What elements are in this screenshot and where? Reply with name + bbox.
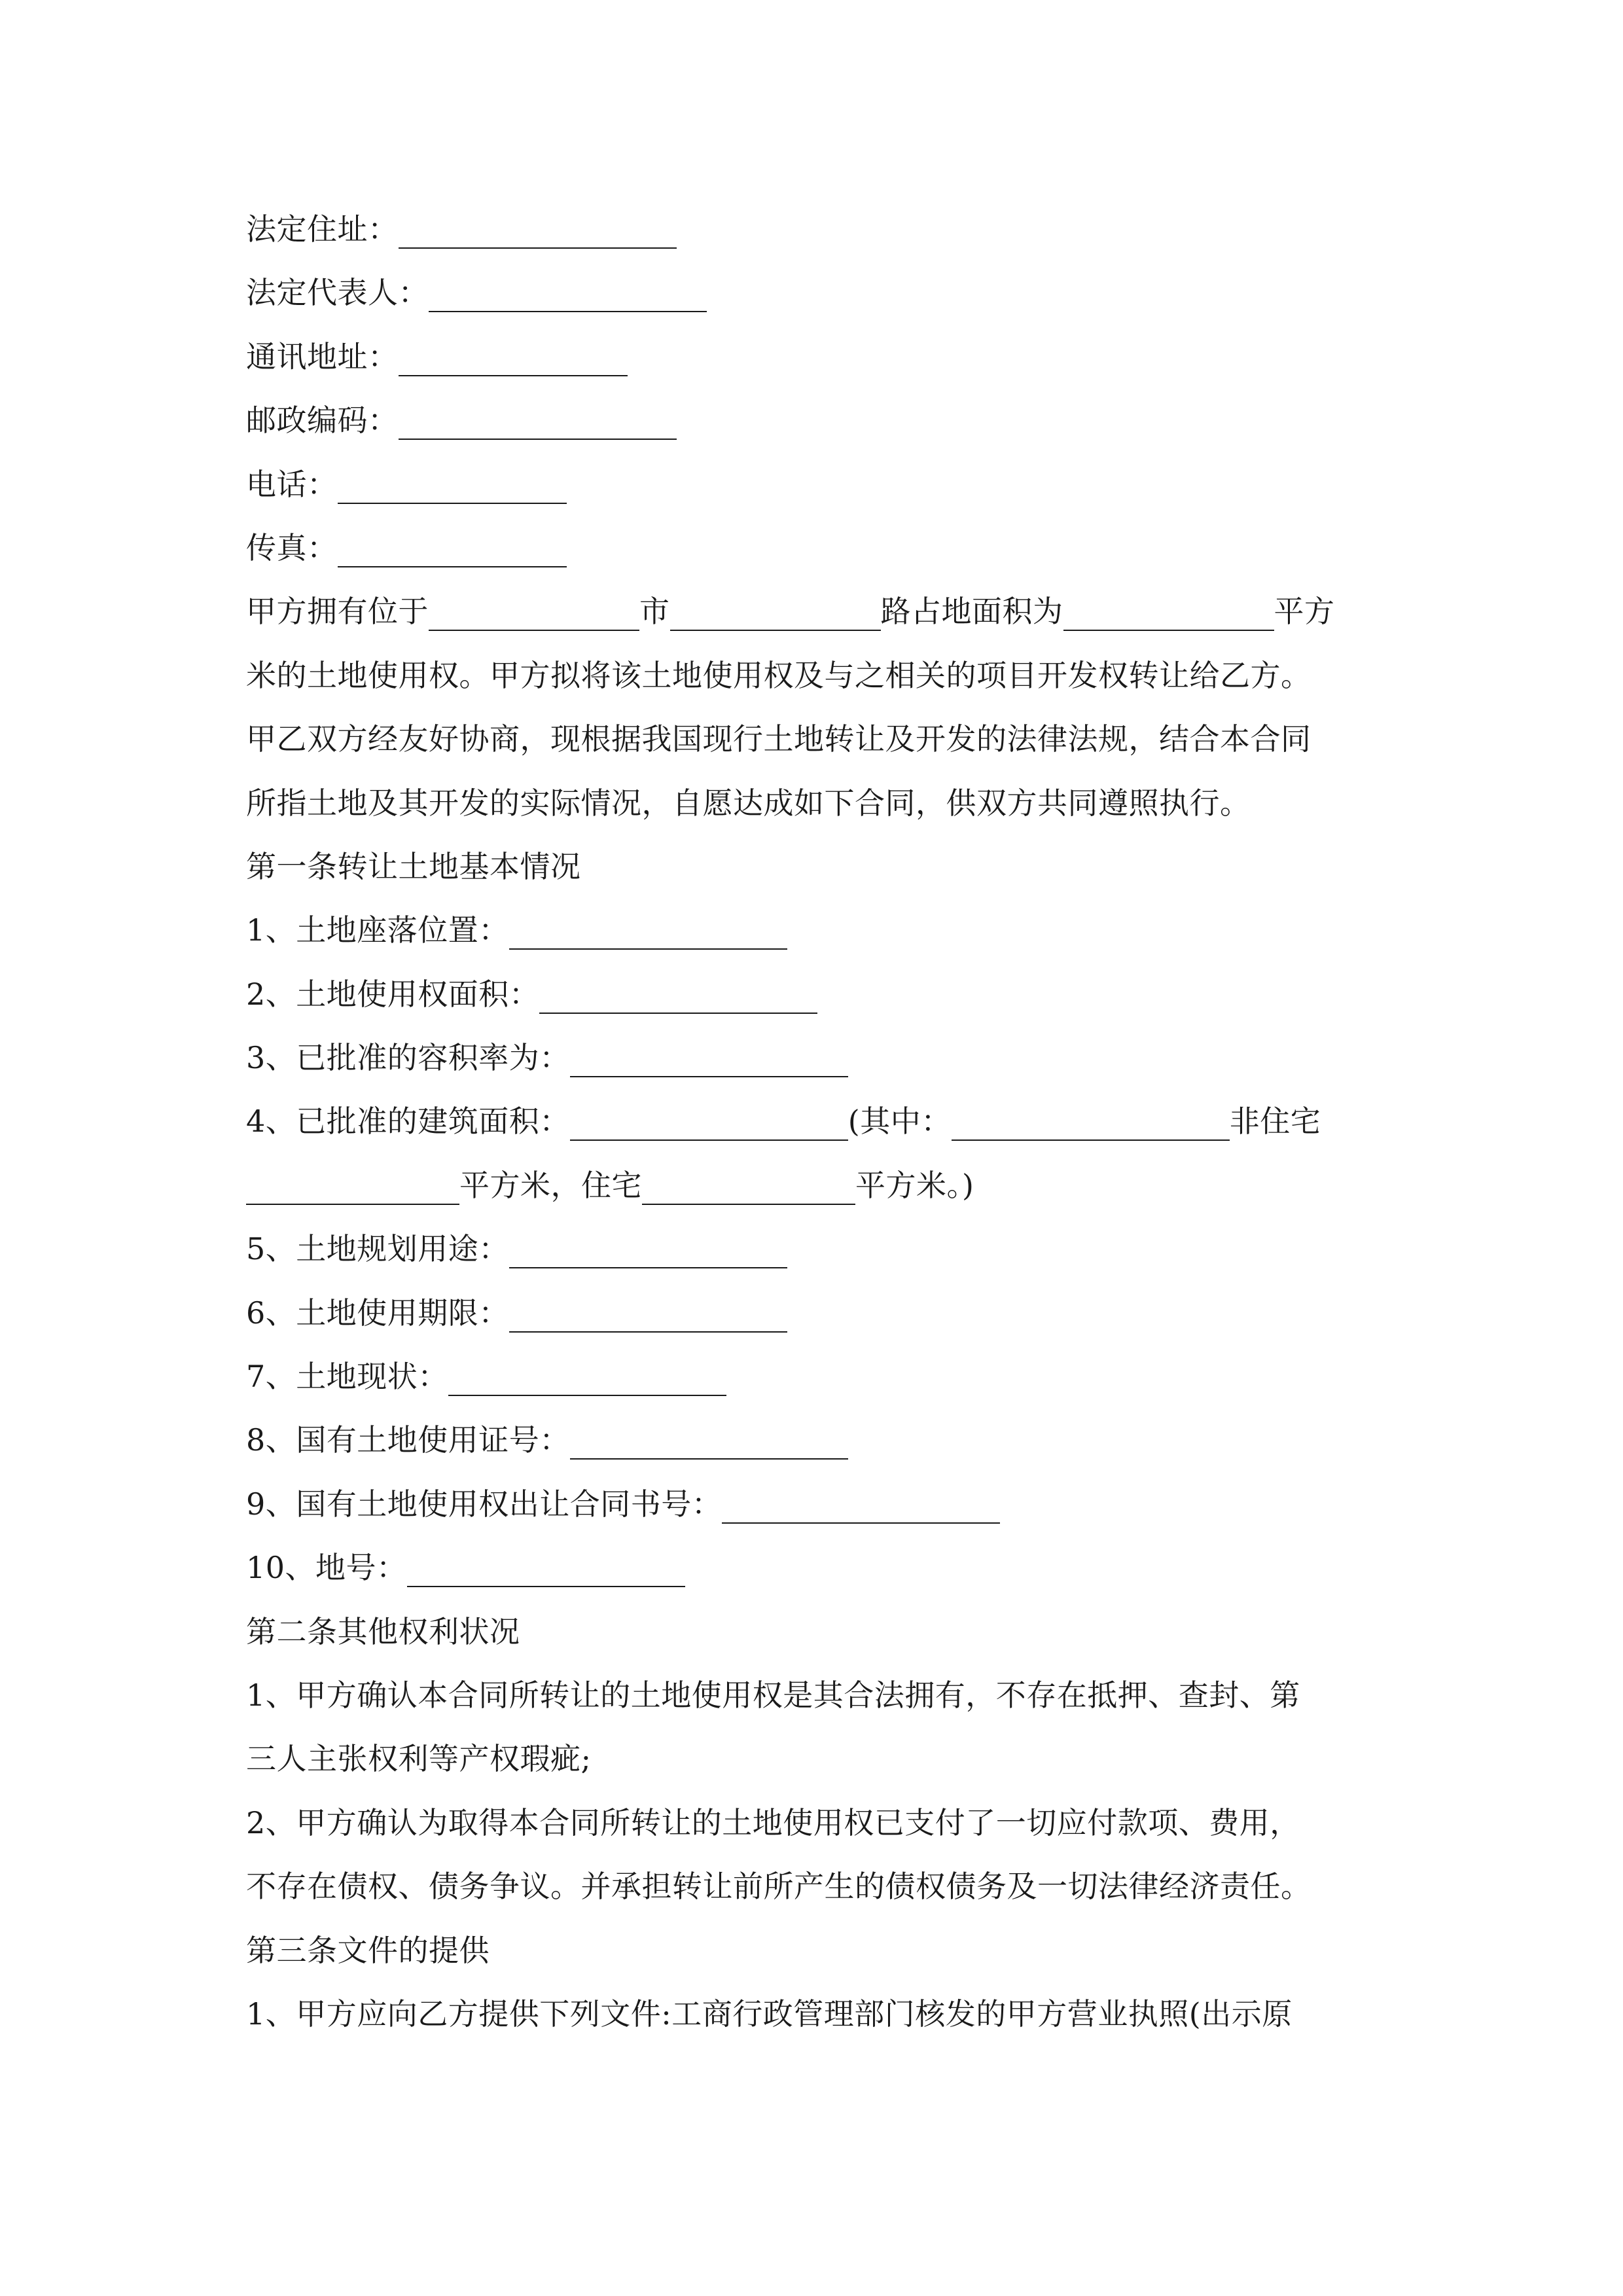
legal-rep-label: 法定代表人：: [246, 275, 429, 311]
article-1-item-3: [246, 1026, 1385, 1090]
address-line: [246, 198, 1385, 261]
address-blank: [399, 211, 677, 249]
item-blank: [509, 912, 787, 950]
item-label: 1、土地座落位置：: [246, 912, 509, 948]
article-1-item-5: [246, 1217, 1385, 1281]
article-2-para-2-line-2: 不存在债权、债务争议。并承担转让前所产生的债权债务及一切法律经济责任。: [246, 1869, 1311, 1905]
article-3-title: 第三条文件的提供: [246, 1932, 490, 1968]
intro-text-c: 路占地面积为: [880, 594, 1063, 630]
item-label: 8、国有土地使用证号：: [246, 1422, 570, 1458]
item-label: 4、已批准的建筑面积：: [246, 1103, 570, 1139]
article-3-para-1-line-1: 1、甲方应向乙方提供下列文件:工商行政管理部门核发的甲方营业执照(出示原: [246, 1996, 1293, 2032]
phone-blank: [338, 466, 567, 504]
phone-line: [246, 453, 1385, 516]
intro-text-d: 平方: [1274, 594, 1335, 630]
item-label: 2、土地使用权面积：: [246, 976, 540, 1012]
intro-line-4: 所指土地及其开发的实际情况，自愿达成如下合同，供双方共同遵照执行。: [246, 785, 1251, 821]
article-1-title: 第一条转让土地基本情况: [246, 848, 581, 884]
article-1-item-6: [246, 1282, 1385, 1345]
postal-code-label: 邮政编码：: [246, 403, 399, 439]
item-label: 6、土地使用期限：: [246, 1295, 509, 1331]
item-label: 7、土地现状：: [246, 1359, 448, 1395]
article-1-item-9: [246, 1473, 1385, 1536]
legal-rep-line: [246, 261, 1385, 325]
item-blank: [407, 1549, 685, 1587]
road-blank: [670, 593, 881, 631]
residential-area-blank: [642, 1167, 855, 1205]
item-label: 3、已批准的容积率为：: [246, 1040, 570, 1076]
intro-text-b: 市: [639, 594, 670, 630]
item-blank: [570, 1422, 848, 1460]
item-label: 10、地号：: [246, 1550, 407, 1586]
item-blank: [509, 1230, 787, 1268]
mail-address-blank: [399, 338, 628, 376]
non-residential-area-blank: [246, 1167, 459, 1205]
intro-text-a: 甲方拥有位于: [246, 594, 429, 630]
phone-label: 电话：: [246, 466, 338, 502]
item-blank: [952, 1103, 1230, 1141]
item-label: 5、土地规划用途：: [246, 1231, 509, 1267]
intro-line-3: 甲乙双方经友好协商，现根据我国现行土地转让及开发的法律法规，结合本合同: [246, 721, 1311, 757]
article-1-item-2: [246, 963, 1385, 1026]
mail-address-label: 通讯地址：: [246, 338, 399, 374]
article-1-item-8: [246, 1408, 1385, 1472]
postal-code-blank: [399, 402, 677, 440]
article-1-item-1: [246, 899, 1385, 962]
item-text: (其中：: [847, 1103, 952, 1139]
article-2-para-2-line-1: 2、甲方确认为取得本合同所转让的土地使用权已支付了一切应付款项、费用，: [246, 1804, 1300, 1840]
intro-line-2: 米的土地使用权。甲方拟将该土地使用权及与之相关的项目开发权转让给乙方。: [246, 657, 1311, 693]
article-2-title: 第二条其他权利状况: [246, 1613, 520, 1649]
address-label: 法定住址：: [246, 211, 399, 247]
city-blank: [429, 593, 639, 631]
item-blank: [448, 1358, 726, 1396]
item-blank: [509, 1295, 787, 1333]
item-blank: [539, 976, 817, 1014]
mail-address-line: [246, 325, 1385, 389]
item-blank: [570, 1103, 848, 1141]
article-2-para-1-line-1: 1、甲方确认本合同所转让的土地使用权是其合法拥有，不存在抵押、查封、第: [246, 1677, 1300, 1713]
item-text: 非住宅: [1229, 1103, 1321, 1139]
intro-line-1: [246, 580, 1385, 643]
article-2-para-1-line-2: 三人主张权利等产权瑕疵;: [246, 1741, 592, 1777]
document-body: [246, 198, 1385, 2046]
fax-blank: [338, 529, 567, 567]
item-text: 平方米，住宅: [459, 1167, 642, 1203]
item-text: 平方米。): [855, 1167, 974, 1203]
item-blank: [722, 1486, 1000, 1524]
article-1-item-7: [246, 1345, 1385, 1408]
legal-rep-blank: [429, 274, 707, 312]
area-blank: [1063, 593, 1274, 631]
fax-label: 传真：: [246, 529, 338, 565]
fax-line: [246, 516, 1385, 580]
article-1-item-10: [246, 1536, 1385, 1600]
item-blank: [570, 1039, 848, 1077]
article-1-item-4-cont: [246, 1154, 1385, 1217]
item-label: 9、国有土地使用权出让合同书号：: [246, 1486, 722, 1522]
postal-code-line: [246, 389, 1385, 452]
article-1-item-4: [246, 1090, 1385, 1153]
